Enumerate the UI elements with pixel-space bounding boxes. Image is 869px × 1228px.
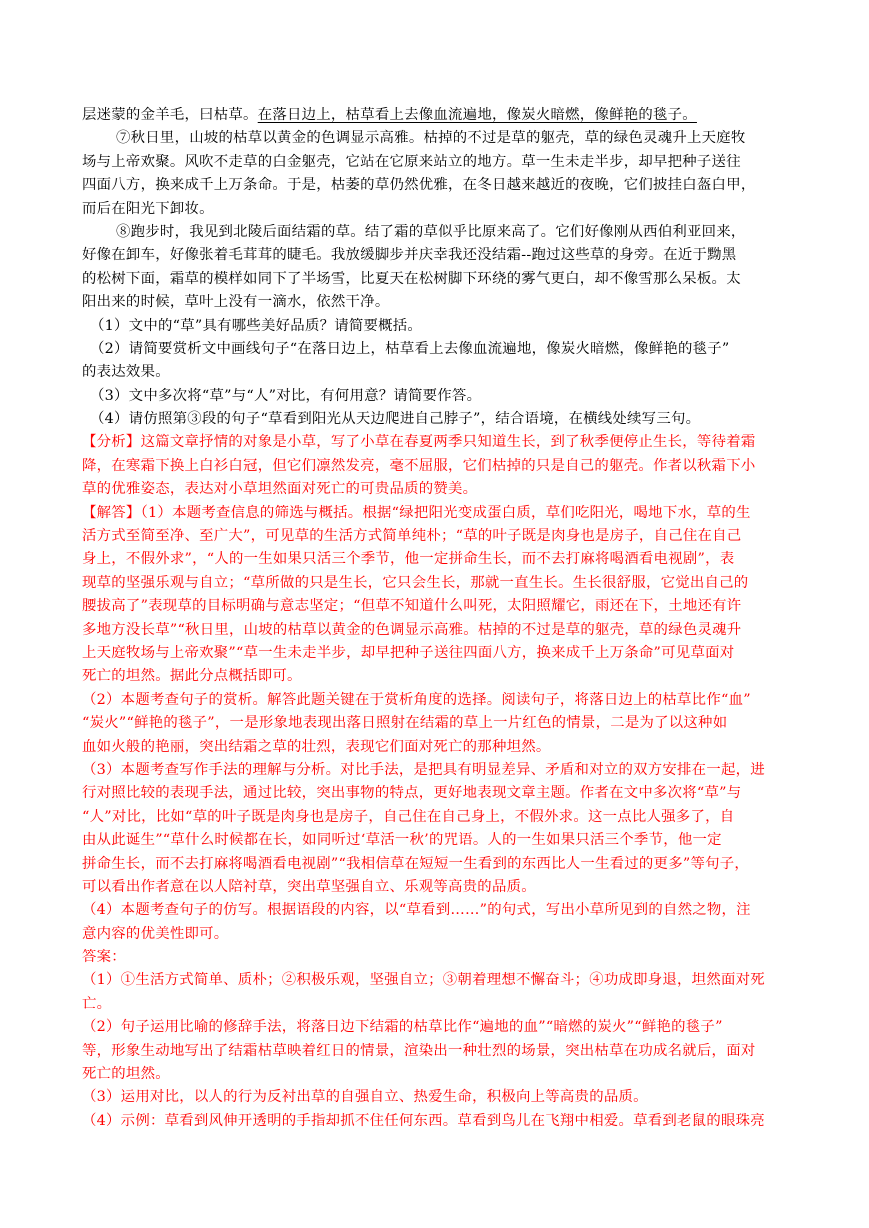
solution-line: 腰拔高了”表现草的目标明确与意志坚定；“但草不知道什么叫死，太阳照耀它，雨还在下，土地还有许: [82, 598, 742, 615]
analysis-line: 降，在寒霜下换上白衫白冠，但它们凛然发亮，毫不屈服，它们枯掉的只是自己的躯壳。作者以秋霜下小: [82, 457, 756, 474]
solution-line: （2）本题考查句子的赏析。解答此题关键在于赏析角度的选择。阅读句子，将落日边上的枯草比作“血”: [82, 691, 751, 708]
question-line: （1）文中的“草”具有哪些美好品质？请简要概括。: [90, 317, 423, 334]
passage-line: [82, 104, 792, 127]
solution-line: [82, 502, 792, 525]
answer-line: （4）示例：草看到风伸开透明的手指却抓不住任何东西。草看到鸟儿在飞翔中相爱。草看到老鼠的眼珠亮: [82, 1112, 765, 1129]
answer-line: （1）①生活方式简单、质朴；②积极乐观，坚强自立；③朝着理想不懈奋斗；④功成即身退，坦然面对死: [82, 972, 765, 989]
passage-line: 好像在卸车，好像张着毛茸茸的睫毛。我放缓脚步并庆幸我还没结霜--跑过这些草的身旁。在近于黝黑: [82, 247, 737, 264]
question-line: （2）请简要赏析文中画线句子“在落日边上，枯草看上去像血流遍地，像炭火暗燃，像鲜艳的毯子”: [90, 340, 730, 357]
answer-line: （3）运用对比，以人的行为反衬出草的自强自立、热爱生命，积极向上等高贵的品质。: [82, 1089, 648, 1106]
solution-line: “炭火”“鲜艳的毯子”，一是形象地表现出落日照射在结霜的草上一片红色的情景，二是为了以这种如: [82, 715, 728, 732]
solution-line: 上天庭牧场与上帝欢聚”“草一生未走半步，却早把种子送往四面八方，换来成千上万条命”可见草面对: [82, 644, 735, 661]
solution-line: 多地方没长草”“秋日里，山坡的枯草以黄金的色调显示高雅。枯掉的不过是草的躯壳，草的绿色灵魂升: [82, 621, 742, 638]
solution-line: 死亡的坦然。据此分点概括即可。: [82, 668, 302, 685]
answer-line: 等，形象生动地写出了结霜枯草映着红日的情景，渲染出一种壮烈的场景，突出枯草在功成名就后，面对: [82, 1042, 756, 1059]
passage-text: 层迷蒙的金羊毛，曰枯草。: [82, 107, 258, 123]
document-page: [82, 104, 792, 1133]
passage-line: 的松树下面，霜草的模样如同下了半场雪，比夏天在松树脚下环绕的雾气更白，却不像雪那么呆板。太: [82, 270, 741, 287]
passage-line: 场与上帝欢聚。风吹不走草的白金躯壳，它站在它原来站立的地方。草一生未走半步，却早把种子送往: [82, 153, 741, 170]
solution-line: 由从此诞生”“草什么时候都在长，如同听过‘草活一秋’的咒语。人的一生如果只活三个季节，他一定: [82, 832, 722, 849]
analysis-line: 草的优雅姿态，表达对小草坦然面对死亡的可贵品质的赞美。: [82, 481, 478, 498]
solution-line: “人”对比，比如“草的叶子既是肉身也是房子，自己住在自己身上，不假外求。这一点比人强多了，自: [82, 808, 735, 825]
analysis-line: [82, 431, 792, 454]
solution-line: 行对照比较的表现手法，通过比较，突出事物的特点，更好地表现文章主题。作者在文中多次将“草”与: [82, 785, 742, 802]
question-line: （3）文中多次将“草”与“人”对比，有何用意？请简要作答。: [90, 387, 482, 404]
solution-line: 血如火般的艳丽，突出结霜之草的壮烈，表现它们面对死亡的那种坦然。: [82, 738, 551, 755]
solution-line: 活方式至简至净、至广大”，可见草的生活方式简单纯朴；“草的叶子既是肉身也是房子，自己住在自己: [82, 528, 742, 545]
answer-line: 亡。: [82, 995, 112, 1012]
answer-line: 死亡的坦然。: [82, 1066, 170, 1083]
solution-text: （1）本题考查信息的筛选与概括。根据“绿把阳光变成蛋白质，草们吃阳光，喝地下水，草的生: [140, 504, 751, 521]
passage-line: 四面八方，换来成千上万条命。于是，枯萎的草仍然优雅，在冬日越来越近的夜晚，它们披挂白盔白甲，: [82, 177, 756, 194]
underlined-sentence: 在落日边上，枯草看上去像血流遍地，像炭火暗燃，像鲜艳的毯子。: [257, 107, 697, 123]
passage-line: ⑦秋日里，山坡的枯草以黄金的色调显示高雅。枯掉的不过是草的躯壳，草的绿色灵魂升上天庭牧: [116, 130, 746, 147]
analysis-tag: 【分析】: [82, 434, 141, 451]
solution-line: 现草的坚强乐观与自立；“草所做的只是生长，它只会生长，那就一直生长。生长很舒服，它觉出自己的: [82, 574, 749, 591]
question-line: 的表达效果。: [82, 364, 170, 381]
analysis-text: 这篇文章抒情的对象是小草，写了小草在春夏两季只知道生长，到了秋季便停止生长，等待着霜: [140, 434, 756, 451]
solution-line: 可以看出作者意在以人陪衬草，突出草坚强自立、乐观等高贵的品质。: [82, 878, 536, 895]
answer-line: （2）句子运用比喻的修辞手法，将落日边下结霜的枯草比作“遍地的血”“暗燃的炭火”“鲜艳的毯子”: [82, 1019, 723, 1036]
solution-line: 拼命生长，而不去打麻将喝酒看电视剧”“我相信草在短短一生看到的东西比人一生看过的更多”等句子，: [82, 855, 750, 872]
question-line: （4）请仿照第③段的句子“草看到阳光从天边爬进自己脖子”，结合语境，在横线处续写三句。: [90, 411, 701, 428]
solution-tag: 【解答】: [82, 504, 141, 521]
solution-line: 身上，不假外求”，“人的一生如果只活三个季节，他一定拼命生长，而不去打麻将喝酒看电视剧”，表: [82, 551, 735, 568]
passage-line: ⑧跑步时，我见到北陵后面结霜的草。结了霜的草似乎比原来高了。它们好像刚从西伯利亚回来，: [116, 223, 746, 240]
solution-line: （3）本题考查写作手法的理解与分析。对比手法，是把具有明显差异、矛盾和对立的双方安排在一起，进: [82, 761, 765, 778]
passage-line: 阳出来的时候，草叶上没有一滴水，依然干净。: [82, 294, 390, 311]
solution-line: 意内容的优美性即可。: [82, 925, 229, 942]
passage-line: 而后在阳光下卸妆。: [82, 200, 214, 217]
answers-label: 答案：: [82, 949, 126, 966]
solution-line: （4）本题考查句子的仿写。根据语段的内容，以“草看到……”的句式，写出小草所见到的自然之物，注: [82, 902, 751, 919]
